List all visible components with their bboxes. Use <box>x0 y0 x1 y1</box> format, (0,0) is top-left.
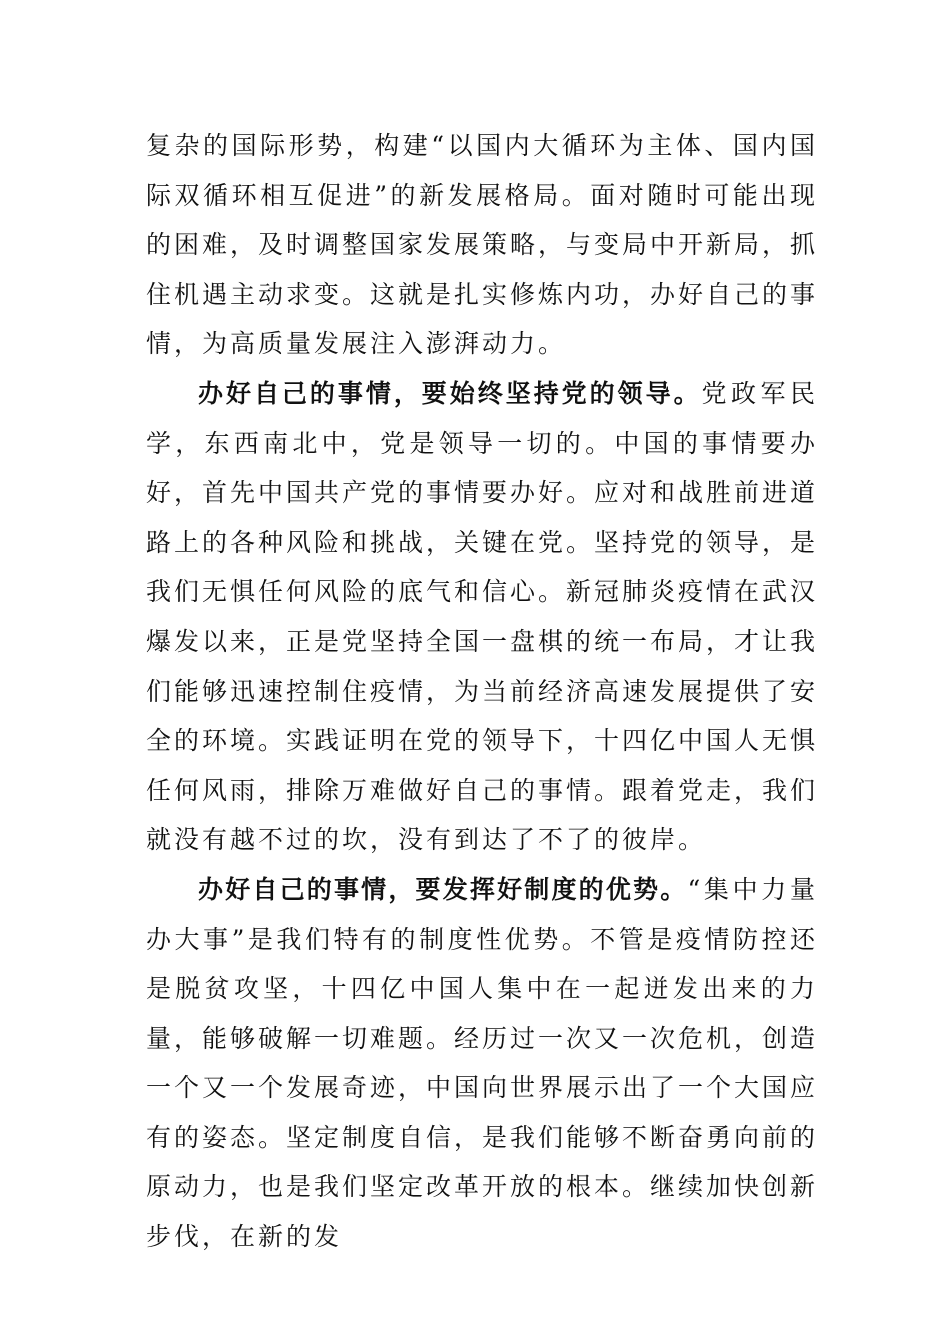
paragraph-2-lead: 办好自己的事情，要始终坚持党的领导。 <box>198 378 702 408</box>
paragraph-3-lead: 办好自己的事情，要发挥好制度的优势。 <box>198 874 688 904</box>
paragraph-2 <box>146 369 818 865</box>
paragraph-1 <box>146 121 818 369</box>
paragraph-3 <box>146 865 818 1262</box>
paragraph-3-body: “集中力量办大事”是我们特有的制度性优势。不管是疫情防控还是脱贫攻坚，十四亿中国人集中在一起迸发出来的力量，能够破解一切难题。经历过一次又一次危机，创造一个又一个发展奇迹，中国向世界展示出了一个大国应有的姿态。坚定制度自信，是我们能够不断奋勇向前的原动力，也是我们坚定改革开放的根本。继续加快创新步伐，在新的发 <box>146 874 819 1252</box>
document-body <box>146 121 818 1262</box>
paragraph-2-body: 党政军民学，东西南北中，党是领导一切的。中国的事情要办好，首先中国共产党的事情要办好。应对和战胜前进道路上的各种风险和挑战，关键在党。坚持党的领导，是我们无惧任何风险的底气和信心。新冠肺炎疫情在武汉爆发以来，正是党坚持全国一盘棋的统一布局，才让我们能够迅速控制住疫情，为当前经济高速发展提供了安全的环境。实践证明在党的领导下，十四亿中国人无惧任何风雨，排除万难做好自己的事情。跟着党走，我们就没有越不过的坎，没有到达了不了的彼岸。 <box>146 378 819 855</box>
paragraph-1-body: 复杂的国际形势，构建“以国内大循环为主体、国内国际双循环相互促进”的新发展格局。面对随时可能出现的困难，及时调整国家发展策略，与变局中开新局，抓住机遇主动求变。这就是扎实修炼内功，办好自己的事情，为高质量发展注入澎湃动力。 <box>146 131 819 359</box>
